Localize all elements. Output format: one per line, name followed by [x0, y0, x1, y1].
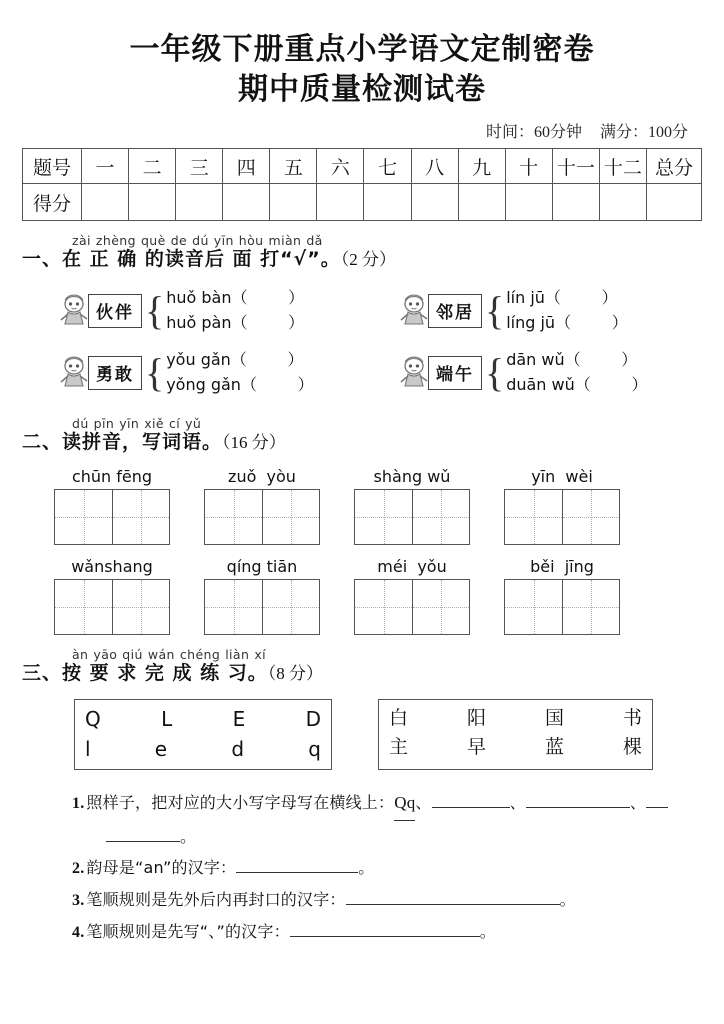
score-cell-9[interactable]	[458, 184, 505, 221]
score-cell-total[interactable]	[647, 184, 702, 221]
section-one-title	[22, 248, 702, 272]
section-three-title	[22, 662, 702, 686]
word-box-yonggan: 勇敢	[88, 356, 142, 390]
section-one-points: （2 分）	[340, 250, 396, 270]
question-1-sample: Qq	[394, 786, 415, 820]
score-table-header-row	[23, 149, 702, 184]
answer-blank[interactable]	[432, 791, 510, 808]
time-label: 时间：60分钟	[485, 124, 582, 142]
score-table	[22, 148, 702, 221]
brace-icon: {	[485, 349, 505, 395]
section-one-pinyin: zài zhèng què de dú yīn hòu miàn dǎ	[72, 233, 323, 249]
pinyin-write-item	[204, 557, 354, 635]
answer-blank[interactable]	[346, 888, 560, 905]
characters-box	[378, 699, 653, 770]
question-2-period: 。	[358, 857, 375, 877]
letter-cell: E	[232, 707, 246, 732]
choice-option[interactable]: lín jū（ ）	[506, 288, 618, 308]
question-1-sep-2: 、	[509, 793, 526, 813]
score-cell-7[interactable]	[364, 184, 411, 221]
tianzige-box[interactable]	[54, 579, 170, 635]
section-one-choices	[22, 280, 702, 404]
choice-option[interactable]: dān wǔ（ ）	[506, 350, 638, 370]
letter-cell: d	[231, 737, 245, 762]
letters-row-lower	[85, 734, 321, 764]
score-cell-8[interactable]	[411, 184, 458, 221]
pinyin-label: shàng wǔ	[373, 466, 451, 486]
pinyin-write-item	[504, 467, 654, 545]
answer-blank[interactable]	[290, 920, 480, 937]
choice-option[interactable]: huǒ bàn（ ）	[166, 288, 305, 308]
col-2: 二	[129, 149, 176, 184]
question-2	[72, 852, 702, 884]
character-cell: 书	[622, 707, 642, 730]
score-table-score-row	[23, 184, 702, 221]
tianzige-box[interactable]	[504, 579, 620, 635]
choice-item-linju	[362, 280, 702, 342]
col-4: 四	[223, 149, 270, 184]
section-three-pinyin: àn yāo qiú wán chéng liàn xí	[72, 646, 266, 662]
word-box-huoban: 伙伴	[88, 294, 142, 328]
pinyin-write-item	[204, 467, 354, 545]
col-10: 十	[505, 149, 552, 184]
character-cell: 蓝	[544, 735, 564, 758]
pinyin-write-item	[354, 557, 504, 635]
characters-row-2	[389, 733, 642, 762]
tianzige-box[interactable]	[504, 489, 620, 545]
col-12: 十二	[599, 149, 646, 184]
pinyin-label: méi yǒu	[377, 556, 447, 576]
choice-options-linju	[506, 286, 628, 336]
pinyin-label: běi jīng	[530, 556, 594, 576]
question-4-period: 。	[479, 922, 496, 942]
question-3-number: 3.	[72, 891, 85, 909]
section-one-title-text: 一、在 正 确 的读音后 面 打“√”。	[22, 248, 341, 271]
question-4-text: 笔顺规则是先写“、”的汉字：	[86, 922, 290, 942]
col-9: 九	[458, 149, 505, 184]
letter-cell: l	[85, 737, 91, 762]
letter-cell: q	[308, 737, 321, 762]
tianzige-box[interactable]	[204, 489, 320, 545]
pinyin-write-row-2	[22, 557, 702, 635]
choice-item-duanwu	[362, 342, 702, 404]
score-cell-3[interactable]	[176, 184, 223, 221]
choice-item-huoban	[22, 280, 362, 342]
score-cell-4[interactable]	[223, 184, 270, 221]
tianzige-box[interactable]	[354, 489, 470, 545]
question-2-text: 韵母是“an”的汉字：	[86, 857, 237, 877]
characters-row-1	[389, 704, 642, 733]
pinyin-write-item	[504, 557, 654, 635]
choice-option[interactable]: yǒu gǎn（ ）	[166, 350, 304, 370]
question-1	[72, 786, 702, 851]
section-three-points: （8 分）	[267, 663, 323, 683]
pinyin-write-item	[54, 557, 204, 635]
col-11: 十一	[552, 149, 599, 184]
col-6: 六	[317, 149, 364, 184]
character-cell: 早	[466, 735, 486, 758]
letter-cell: D	[305, 707, 321, 732]
col-total: 总分	[647, 149, 702, 184]
question-1-continuation	[72, 821, 702, 852]
answer-blank[interactable]	[106, 825, 180, 842]
choice-item-yonggan	[22, 342, 362, 404]
pinyin-label: chūn fēng	[71, 466, 153, 486]
pinyin-write-row-1	[22, 467, 702, 545]
score-cell-11[interactable]	[552, 184, 599, 221]
pinyin-write-item	[54, 467, 204, 545]
page-title	[22, 0, 702, 109]
letter-cell: e	[154, 737, 168, 762]
question-2-number: 2.	[72, 859, 85, 877]
section-three-boxes	[22, 699, 702, 770]
score-cell-5[interactable]	[270, 184, 317, 221]
col-3: 三	[176, 149, 223, 184]
brace-icon: {	[145, 287, 165, 333]
question-1-text: 照样子，把对应的大小写字母写在横线上：	[86, 793, 395, 813]
question-3	[72, 884, 702, 916]
question-1-sep-1: 、	[415, 793, 432, 813]
score-cell-2[interactable]	[129, 184, 176, 221]
pinyin-label: wǎnshang	[71, 556, 153, 576]
section-two-pinyin: dú pīn yīn xiě cí yǔ	[72, 415, 202, 431]
tianzige-box[interactable]	[54, 489, 170, 545]
brace-icon: {	[485, 287, 505, 333]
letters-box	[74, 699, 332, 770]
child-icon	[58, 354, 92, 392]
col-7: 七	[364, 149, 411, 184]
character-cell: 国	[544, 707, 564, 730]
section-one	[22, 233, 702, 404]
section-three	[22, 647, 702, 949]
section-three-questions	[22, 786, 702, 948]
pinyin-write-item	[354, 467, 504, 545]
choice-options-yonggan	[166, 348, 313, 398]
choice-option[interactable]: huǒ pàn（ ）	[166, 312, 305, 332]
section-three-title-text: 三、按 要 求 完 成 练 习。	[22, 661, 268, 684]
brace-icon: {	[145, 349, 165, 395]
character-cell: 棵	[622, 735, 642, 758]
answer-blank[interactable]	[646, 791, 668, 808]
question-3-period: 。	[559, 889, 576, 909]
title-line-2: 期中质量检测试卷	[238, 71, 486, 107]
question-4	[72, 916, 702, 948]
letter-cell: L	[161, 707, 173, 732]
answer-blank[interactable]	[526, 791, 630, 808]
row-label-question-no: 题号	[23, 149, 82, 184]
character-cell: 主	[389, 735, 409, 758]
tianzige-box[interactable]	[354, 579, 470, 635]
pinyin-label: yīn wèi	[531, 466, 593, 486]
letters-row-upper	[85, 704, 321, 734]
score-cell-10[interactable]	[505, 184, 552, 221]
section-two-points: （16 分）	[222, 432, 286, 452]
col-8: 八	[411, 149, 458, 184]
child-icon	[398, 292, 432, 330]
section-two-title-text: 二、读拼音，写词语。	[22, 430, 223, 453]
question-4-number: 4.	[72, 924, 85, 942]
character-cell: 阳	[466, 707, 486, 730]
answer-blank[interactable]	[236, 856, 358, 873]
section-two	[22, 416, 702, 635]
question-1-period: 。	[180, 826, 197, 846]
question-1-number: 1.	[72, 795, 85, 813]
tianzige-box[interactable]	[204, 579, 320, 635]
question-1-sep-3: 、	[629, 793, 647, 813]
exam-meta	[22, 119, 702, 142]
child-icon	[58, 292, 92, 330]
pinyin-label: zuǒ yòu	[228, 466, 296, 486]
score-cell-12[interactable]	[599, 184, 646, 221]
choice-option[interactable]: líng jū（ ）	[506, 312, 628, 332]
col-5: 五	[270, 149, 317, 184]
character-cell: 白	[389, 707, 409, 730]
choice-options-huoban	[166, 286, 304, 336]
child-icon	[398, 354, 432, 392]
choice-option[interactable]: yǒng gǎn（ ）	[166, 374, 314, 394]
row-label-score: 得分	[23, 184, 82, 221]
full-score-label: 满分：100分	[599, 124, 688, 142]
question-3-text: 笔顺规则是先外后内再封口的汉字：	[86, 889, 346, 909]
pinyin-label: qíng tiān	[226, 556, 298, 576]
score-cell-6[interactable]	[317, 184, 364, 221]
title-line-1: 一年级下册重点小学语文定制密卷	[129, 32, 595, 67]
col-1: 一	[82, 149, 129, 184]
choice-option[interactable]: duān wǔ（ ）	[506, 374, 648, 394]
word-box-linju: 邻居	[428, 294, 482, 328]
section-two-title	[22, 431, 702, 455]
choice-options-duanwu	[506, 348, 647, 398]
score-cell-1[interactable]	[82, 184, 129, 221]
letter-cell: Q	[85, 707, 101, 732]
word-box-duanwu: 端午	[428, 356, 482, 390]
